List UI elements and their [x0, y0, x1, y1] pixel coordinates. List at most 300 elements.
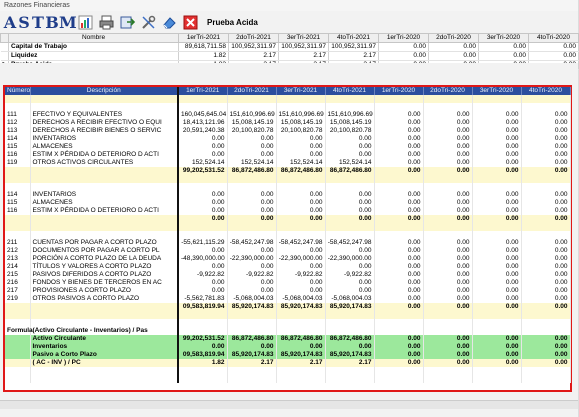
period-value: 0.00: [521, 119, 570, 127]
account-description: PORCIÓN A CORTO PLAZO DE LA DEUDA: [30, 255, 178, 263]
table-row[interactable]: [5, 255, 570, 263]
ratio-value: 100,952,311.97: [229, 43, 279, 52]
period-value: 0.00: [374, 167, 423, 175]
period-value: 0.00: [276, 199, 325, 207]
horizontal-scrollbar[interactable]: [0, 400, 578, 409]
account-description: CUENTAS POR PAGAR A CORTO PLAZO: [30, 239, 178, 247]
table-row[interactable]: [5, 143, 570, 151]
period-value: 0.00: [472, 151, 521, 159]
period-value: [374, 231, 423, 239]
period-value: 0.00: [276, 191, 325, 199]
period-value: 0.00: [423, 239, 472, 247]
row-selector-icon[interactable]: [1, 43, 9, 52]
table-row[interactable]: [5, 343, 570, 351]
period-value: 0.00: [325, 215, 374, 223]
table-row[interactable]: [5, 319, 570, 327]
period-value: 0.00: [472, 239, 521, 247]
ratio-value: 0.00: [429, 52, 479, 61]
period-value: 20,100,820.78: [276, 127, 325, 135]
column-header[interactable]: 3erTri-2020: [479, 34, 529, 43]
tools-icon[interactable]: [140, 14, 157, 31]
period-value: 0.00: [423, 271, 472, 279]
period-value: 99,202,531.52: [178, 167, 227, 175]
period-value: [472, 95, 521, 103]
export-icon[interactable]: [119, 14, 136, 31]
table-row[interactable]: [5, 199, 570, 207]
table-row[interactable]: [5, 367, 570, 375]
period-value: 0.00: [423, 151, 472, 159]
ratio-name: Liquidez: [9, 52, 179, 61]
period-value: [472, 375, 521, 383]
period-value: 152,524.14: [227, 159, 276, 167]
table-row[interactable]: [5, 207, 570, 215]
account-detail-grid: [5, 87, 570, 383]
period-value: 2.17: [276, 359, 325, 367]
period-value: 0.00: [521, 255, 570, 263]
table-row[interactable]: [5, 351, 570, 359]
table-row[interactable]: [5, 167, 570, 175]
period-value: -58,452,247.98: [276, 239, 325, 247]
period-value: 0.00: [276, 279, 325, 287]
account-description: ESTIM X PÉRDIDA O DETERIORO D ACTI: [30, 207, 178, 215]
period-value: 0.00: [423, 359, 472, 367]
period-value: [276, 375, 325, 383]
period-value: 0.00: [374, 335, 423, 343]
period-value: 0.00: [472, 247, 521, 255]
column-header[interactable]: 1erTri-2020: [379, 34, 429, 43]
column-header[interactable]: 1erTri-2020: [374, 87, 423, 95]
column-header[interactable]: 3erTri-2020: [472, 87, 521, 95]
period-value: 0.00: [472, 295, 521, 303]
close-icon[interactable]: [182, 14, 199, 31]
period-value: 0.00: [472, 215, 521, 223]
account-number: 115: [5, 143, 30, 151]
period-value: 0.00: [374, 287, 423, 295]
ratio-value: 2.17: [279, 52, 329, 61]
account-description: [30, 375, 178, 383]
period-value: 0.00: [276, 151, 325, 159]
column-header[interactable]: 4toTri-2020: [529, 34, 579, 43]
period-value: 0.00: [374, 207, 423, 215]
period-value: 0.00: [227, 143, 276, 151]
period-value: 0.00: [521, 111, 570, 119]
grid-separator: [0, 63, 578, 85]
table-row[interactable]: [5, 215, 570, 223]
period-value: [374, 223, 423, 231]
period-value: -22,390,000.00: [276, 255, 325, 263]
table-row[interactable]: [5, 191, 570, 199]
period-value: 0.00: [227, 279, 276, 287]
period-value: 0.00: [472, 255, 521, 263]
table-row[interactable]: [5, 135, 570, 143]
period-value: [227, 311, 276, 319]
period-value: 09,583,819.94: [178, 303, 227, 311]
period-value: 0.00: [472, 303, 521, 311]
period-value: 0.00: [423, 159, 472, 167]
table-row[interactable]: [5, 279, 570, 287]
table-row[interactable]: [5, 327, 570, 335]
period-value: 0.00: [276, 343, 325, 351]
period-value: 0.00: [521, 159, 570, 167]
period-value: [374, 183, 423, 191]
period-value: 85,920,174.83: [325, 351, 374, 359]
period-value: 20,591,240.38: [178, 127, 227, 135]
toolbar-letter-s-button[interactable]: S: [18, 12, 30, 32]
account-description: PASIVOS DIFERIDOS A CORTO PLAZO: [30, 271, 178, 279]
table-row[interactable]: [5, 119, 570, 127]
period-value: 0.00: [423, 207, 472, 215]
period-value: 0.00: [325, 343, 374, 351]
detail-grid-frame: [3, 85, 572, 392]
column-header[interactable]: 1erTri-2021: [178, 87, 227, 95]
period-value: 0.00: [325, 151, 374, 159]
row-indicator-header: [1, 34, 9, 43]
column-header[interactable]: 4toTri-2021: [329, 34, 379, 43]
period-value: 0.00: [227, 207, 276, 215]
account-number: 212: [5, 247, 30, 255]
period-value: [423, 367, 472, 375]
period-value: [178, 183, 227, 191]
period-value: 0.00: [178, 287, 227, 295]
period-value: [178, 375, 227, 383]
ratio-value: 0.00: [479, 52, 529, 61]
period-value: [374, 375, 423, 383]
period-value: [423, 175, 472, 183]
period-value: 0.00: [423, 335, 472, 343]
window-title: Razones Financieras: [0, 0, 578, 11]
period-value: [227, 223, 276, 231]
ratio-row[interactable]: [1, 43, 579, 52]
table-row[interactable]: [5, 183, 570, 191]
period-value: 0.00: [521, 143, 570, 151]
period-value: -58,452,247.98: [227, 239, 276, 247]
period-value: 0.00: [374, 359, 423, 367]
period-value: [325, 95, 374, 103]
table-row[interactable]: [5, 223, 570, 231]
account-description: FONDOS Y BIENES DE TERCEROS EN AC: [30, 279, 178, 287]
period-value: [178, 311, 227, 319]
period-value: 85,920,174.83: [276, 351, 325, 359]
period-value: 0.00: [325, 143, 374, 151]
period-value: 0.00: [325, 287, 374, 295]
account-number: [5, 175, 30, 183]
period-value: 0.00: [423, 343, 472, 351]
period-value: [325, 183, 374, 191]
account-number: [5, 359, 30, 367]
period-value: 0.00: [472, 279, 521, 287]
account-description: ALMACENES: [30, 199, 178, 207]
chart-icon[interactable]: [77, 14, 94, 31]
period-value: -5,068,004.03: [227, 295, 276, 303]
period-value: 0.00: [472, 119, 521, 127]
period-value: [374, 367, 423, 375]
account-number: Formula: [7, 327, 33, 334]
account-description: [30, 311, 178, 319]
period-value: 0.00: [472, 127, 521, 135]
period-value: 0.00: [472, 343, 521, 351]
period-value: 0.00: [521, 247, 570, 255]
period-value: [325, 367, 374, 375]
period-value: 86,872,486.80: [276, 167, 325, 175]
erase-icon[interactable]: [161, 14, 178, 31]
period-value: 0.00: [276, 247, 325, 255]
period-value: 0.00: [374, 127, 423, 135]
period-value: [521, 183, 570, 191]
period-value: 0.00: [374, 303, 423, 311]
period-value: 86,872,486.80: [325, 335, 374, 343]
account-description: [30, 175, 178, 183]
period-value: [227, 231, 276, 239]
column-header[interactable]: 3erTri-2021: [276, 87, 325, 95]
period-value: 15,008,145.19: [276, 119, 325, 127]
period-value: 0.00: [276, 143, 325, 151]
column-header[interactable]: 2doTri-2021: [227, 87, 276, 95]
print-icon[interactable]: [98, 14, 115, 31]
period-value: 0.00: [423, 199, 472, 207]
period-value: 0.00: [374, 279, 423, 287]
period-value: [472, 327, 521, 335]
period-value: 0.00: [374, 159, 423, 167]
account-number: 213: [5, 255, 30, 263]
period-value: [423, 231, 472, 239]
account-number: [5, 103, 30, 111]
ratios-summary-grid: [0, 33, 578, 63]
period-value: -22,390,000.00: [325, 255, 374, 263]
period-value: 0.00: [423, 167, 472, 175]
account-number: [5, 343, 30, 351]
period-value: [374, 95, 423, 103]
ratio-value: 0.00: [479, 43, 529, 52]
period-value: [521, 367, 570, 375]
period-value: [227, 319, 276, 327]
account-number: [5, 167, 30, 175]
period-value: -58,452,247.98: [325, 239, 374, 247]
period-value: [374, 103, 423, 111]
period-value: 0.00: [178, 279, 227, 287]
table-row[interactable]: [5, 271, 570, 279]
period-value: 0.00: [374, 111, 423, 119]
toolbar-letter-a-button[interactable]: A: [3, 12, 17, 32]
period-value: 0.00: [227, 151, 276, 159]
account-description: ESTIM X PÉRDIDA O DETERIORO D ACTI: [30, 151, 178, 159]
report-caption: Prueba Acida: [207, 17, 258, 27]
table-row[interactable]: [5, 111, 570, 119]
table-row[interactable]: [5, 127, 570, 135]
period-value: 0.00: [276, 263, 325, 271]
period-value: 0.00: [276, 135, 325, 143]
table-row[interactable]: [5, 95, 570, 103]
column-header[interactable]: Descripción: [30, 87, 178, 95]
table-row[interactable]: [5, 295, 570, 303]
period-value: 0.00: [423, 111, 472, 119]
period-value: [374, 311, 423, 319]
table-row[interactable]: [5, 151, 570, 159]
column-header[interactable]: Nombre: [9, 34, 179, 43]
period-value: 0.00: [325, 263, 374, 271]
table-row[interactable]: [5, 159, 570, 167]
account-description: [30, 303, 178, 311]
account-description: Inventarios: [30, 343, 178, 351]
account-number: 114: [5, 191, 30, 199]
period-value: 0.00: [374, 351, 423, 359]
account-description: OTROS PASIVOS A CORTO PLAZO: [30, 295, 178, 303]
period-value: 0.00: [276, 207, 325, 215]
period-value: [276, 175, 325, 183]
period-value: 0.00: [325, 279, 374, 287]
period-value: [227, 375, 276, 383]
account-description: OTROS ACTIVOS CIRCULANTES: [30, 159, 178, 167]
period-value: [276, 319, 325, 327]
table-row[interactable]: [5, 103, 570, 111]
table-row[interactable]: [5, 359, 570, 367]
period-value: [374, 319, 423, 327]
period-value: [423, 311, 472, 319]
period-value: [227, 327, 276, 335]
period-value: [276, 95, 325, 103]
period-value: 0.00: [521, 335, 570, 343]
account-number: [5, 303, 30, 311]
period-value: [472, 367, 521, 375]
period-value: 0.00: [472, 143, 521, 151]
period-value: 0.00: [472, 287, 521, 295]
period-value: 0.00: [178, 207, 227, 215]
ratio-value: 100,952,311.97: [279, 43, 329, 52]
column-header[interactable]: 2doTri-2021: [229, 34, 279, 43]
period-value: 0.00: [178, 143, 227, 151]
period-value: 0.00: [521, 239, 570, 247]
period-value: 0.00: [374, 263, 423, 271]
period-value: -9,922.82: [178, 271, 227, 279]
period-value: 0.00: [374, 199, 423, 207]
period-value: 0.00: [423, 143, 472, 151]
period-value: [521, 95, 570, 103]
period-value: [423, 223, 472, 231]
period-value: [521, 311, 570, 319]
period-value: 15,008,145.19: [325, 119, 374, 127]
table-row[interactable]: [5, 303, 570, 311]
period-value: 0.00: [178, 215, 227, 223]
period-value: 85,920,174.83: [325, 303, 374, 311]
table-row[interactable]: [5, 287, 570, 295]
period-value: 0.00: [423, 135, 472, 143]
period-value: 0.00: [423, 127, 472, 135]
table-row[interactable]: [5, 335, 570, 343]
table-row[interactable]: [5, 375, 570, 383]
account-number: [5, 223, 30, 231]
column-header[interactable]: 3erTri-2021: [279, 34, 329, 43]
period-value: [325, 311, 374, 319]
period-value: 151,610,996.69: [227, 111, 276, 119]
table-row[interactable]: [5, 175, 570, 183]
period-value: 2.17: [227, 359, 276, 367]
column-header[interactable]: 4toTri-2021: [325, 87, 374, 95]
period-value: [325, 319, 374, 327]
period-value: 0.00: [227, 135, 276, 143]
period-value: [423, 327, 472, 335]
period-value: 0.00: [521, 351, 570, 359]
account-number: 211: [5, 239, 30, 247]
column-header[interactable]: 4toTri-2020: [521, 87, 570, 95]
account-description: ( AC - INV ) / PC: [30, 359, 178, 367]
account-description: PROVISIONES A CORTO PLAZO: [30, 287, 178, 295]
ratio-row[interactable]: [1, 52, 579, 61]
account-number: [5, 311, 30, 319]
period-value: [276, 231, 325, 239]
table-row[interactable]: [5, 239, 570, 247]
account-description: (Activo Circulante - Inventarios) / Pas: [30, 327, 178, 335]
account-description: DERECHOS A RECIBIR EFECTIVO O EQUI: [30, 119, 178, 127]
account-description: Pasivo a Corto Plazo: [30, 351, 178, 359]
ratio-value: 2.17: [229, 52, 279, 61]
row-selector-icon[interactable]: [1, 52, 9, 61]
period-value: -55,621,115.29: [178, 239, 227, 247]
account-description: DERECHOS A RECIBIR BIENES O SERVIC: [30, 127, 178, 135]
period-value: [276, 311, 325, 319]
period-value: 0.00: [472, 335, 521, 343]
account-description: [30, 215, 178, 223]
period-value: 0.00: [423, 255, 472, 263]
period-value: [325, 223, 374, 231]
account-number: 115: [5, 199, 30, 207]
toolbar-letter-b-button[interactable]: B: [45, 12, 59, 32]
column-header[interactable]: 2doTri-2020: [429, 34, 479, 43]
period-value: 0.00: [374, 271, 423, 279]
table-row[interactable]: [5, 311, 570, 319]
column-header[interactable]: 1erTri-2021: [179, 34, 229, 43]
period-value: 0.00: [423, 295, 472, 303]
account-number: 214: [5, 263, 30, 271]
period-value: 0.00: [178, 247, 227, 255]
period-value: 0.00: [276, 215, 325, 223]
toolbar: [0, 11, 578, 33]
account-description: EFECTIVO Y EQUIVALENTES: [30, 111, 178, 119]
table-row[interactable]: [5, 263, 570, 271]
account-number: 112: [5, 119, 30, 127]
toolbar-letter-m-button[interactable]: M: [59, 12, 77, 32]
period-value: 0.00: [178, 199, 227, 207]
period-value: [178, 327, 227, 335]
period-value: [178, 319, 227, 327]
period-value: [325, 103, 374, 111]
period-value: -9,922.82: [276, 271, 325, 279]
period-value: 0.00: [423, 303, 472, 311]
period-value: 85,920,174.83: [276, 303, 325, 311]
period-value: 0.00: [178, 191, 227, 199]
period-value: 0.00: [423, 351, 472, 359]
table-row[interactable]: [5, 231, 570, 239]
period-value: -5,562,781.83: [178, 295, 227, 303]
period-value: 152,524.14: [178, 159, 227, 167]
column-header[interactable]: Número: [7, 87, 31, 94]
column-header[interactable]: 2doTri-2020: [423, 87, 472, 95]
toolbar-letter-t-button[interactable]: T: [32, 12, 44, 32]
account-description: [30, 231, 178, 239]
period-value: 0.00: [227, 247, 276, 255]
period-value: 0.00: [521, 127, 570, 135]
period-value: 0.00: [227, 287, 276, 295]
period-value: -48,390,000.00: [178, 255, 227, 263]
account-number: 216: [5, 279, 30, 287]
period-value: 0.00: [227, 263, 276, 271]
ratio-value: 2.17: [329, 52, 379, 61]
period-value: [325, 175, 374, 183]
period-value: [423, 183, 472, 191]
period-value: 0.00: [472, 351, 521, 359]
account-number: 119: [5, 159, 30, 167]
period-value: 0.00: [374, 151, 423, 159]
table-row[interactable]: [5, 247, 570, 255]
account-number: 217: [5, 287, 30, 295]
